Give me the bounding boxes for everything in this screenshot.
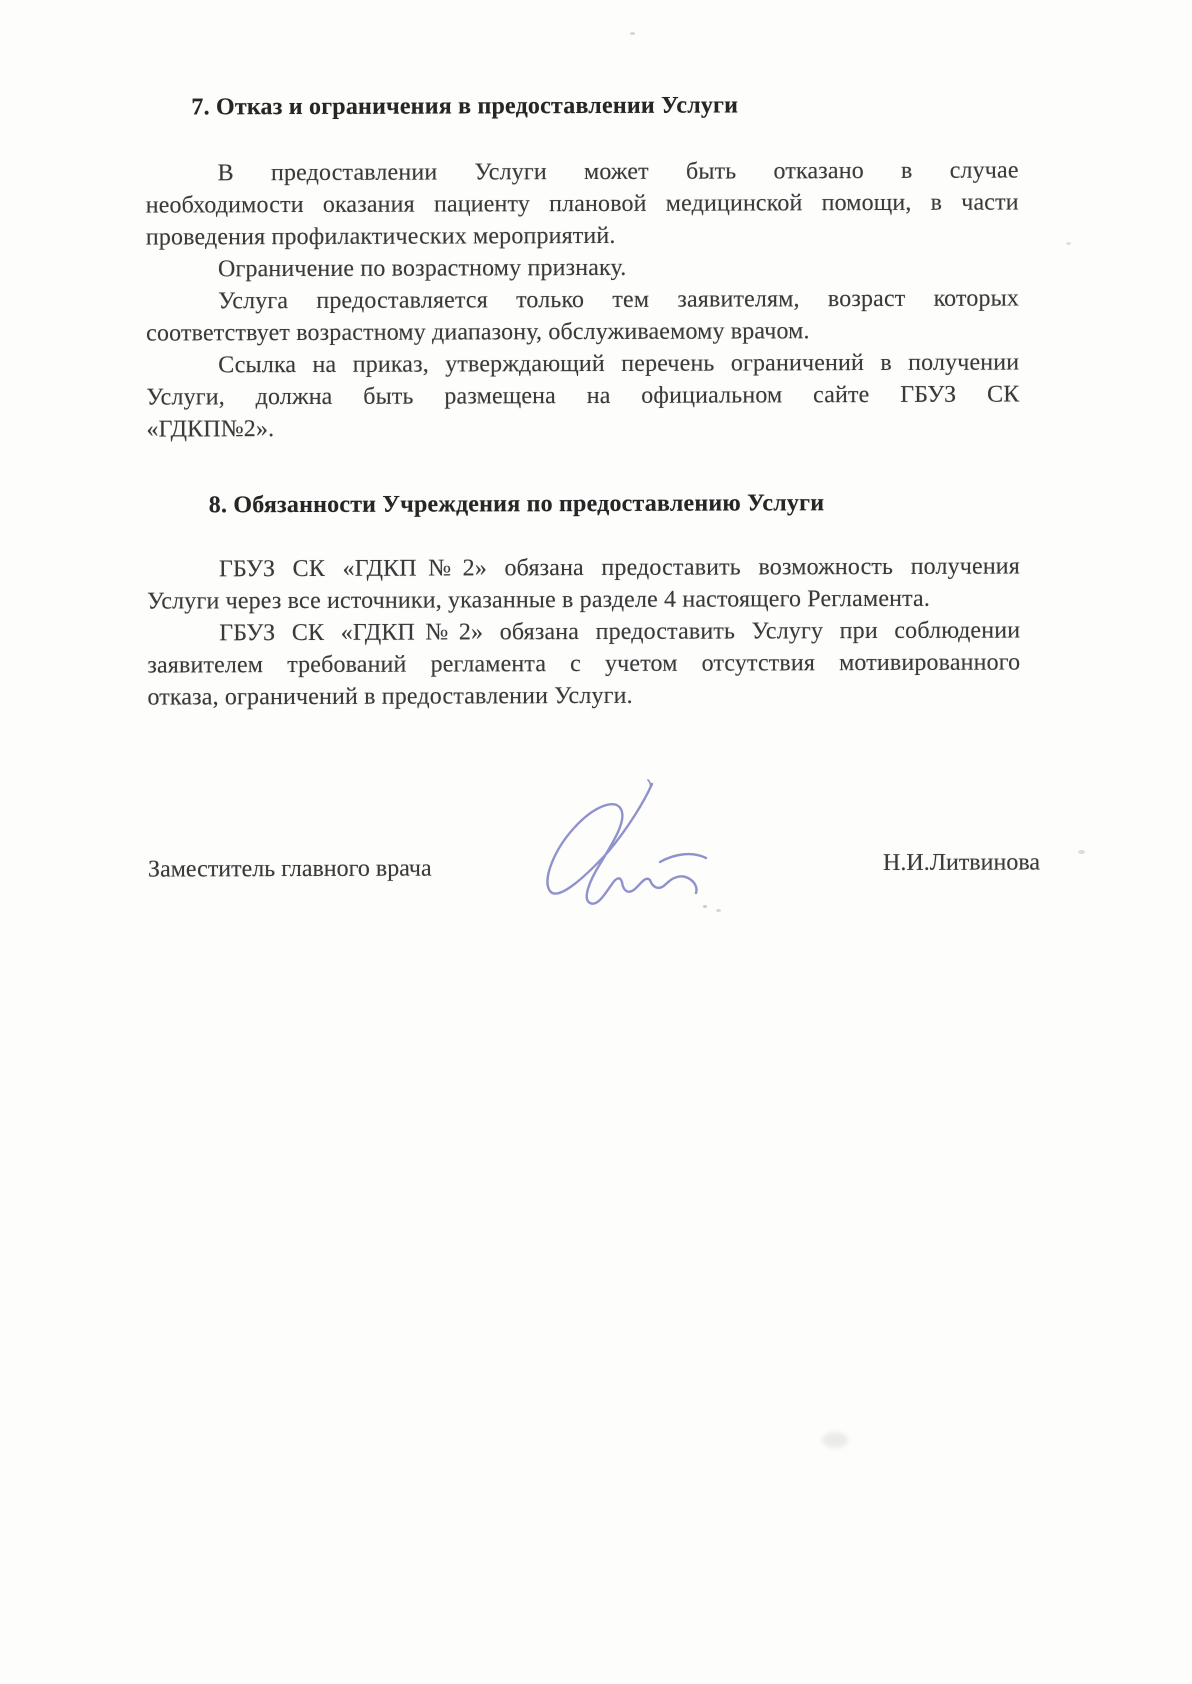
paragraph-line: ГБУЗ СК «ГДКП№2» обязана предоставить Услугу при соблюдении: [219, 617, 1021, 647]
scan-noise-speck: [1078, 850, 1085, 854]
paragraph-line: ГБУЗ СК «ГДКП№2» обязана предоставить возможность получения: [218, 553, 1021, 583]
paragraph-line: соответствует возрастному диапазону, обслуживаемому врачом.: [146, 318, 810, 347]
paragraph-line: отказа, ограничений в предоставлении Услуги.: [147, 682, 633, 711]
paragraph-line: Услуга предоставляется только тем заявителям, возраст которых: [218, 285, 1020, 315]
paragraph-line: Услуги через все источники, указанные в разделе 4 настоящего Регламента.: [147, 585, 931, 615]
section-7-heading: 7. Отказ и ограничения в предоставлении Услуги: [191, 92, 739, 121]
paragraph-line: проведения профилактических мероприятий.: [145, 222, 616, 251]
paragraph-line: Ссылка на приказ, утверждающий перечень ограничений в получении: [218, 349, 1020, 379]
paragraph-line: Услуги, должна быть размещена на официальном сайте ГБУЗ СК: [146, 381, 1020, 411]
signer-role-label: Заместитель главного врача: [147, 855, 432, 883]
section-7-body: [146, 154, 1020, 445]
paragraph-line: заявителем требований регламента с учетом отсутствия мотивированного: [147, 649, 1021, 679]
scan-noise-speck: [1066, 242, 1071, 245]
signer-name-label: Н.И.Литвинова: [882, 849, 1041, 876]
section-8-heading: 8. Обязанности Учреждения по предоставлению Услуги: [208, 490, 825, 519]
handwritten-signature-icon: [540, 778, 730, 928]
paragraph-line: «ГДКП№2».: [146, 416, 275, 443]
paragraph-line: В предоставлении Услуги может быть отказано в случае: [217, 157, 1019, 187]
paragraph-line: Ограничение по возрастному признаку.: [217, 254, 627, 283]
paragraph-line: необходимости оказания пациенту плановой медицинской помощи, в части: [145, 189, 1019, 219]
section-8-body: [147, 550, 1021, 713]
